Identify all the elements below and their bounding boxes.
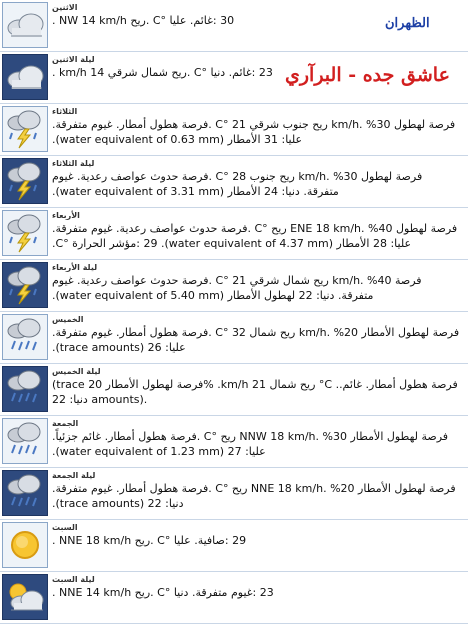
thunder-icon xyxy=(2,210,48,256)
forecast-description: 23 :غيوم متفرقة. دنيا °C .ريح NNE 14 km/h . xyxy=(52,586,274,599)
period-label: الثلاثاء xyxy=(52,107,78,116)
forecast-text xyxy=(52,263,460,303)
cloudy-icon xyxy=(2,2,48,48)
forecast-description: فرصة لهطول 40% .ENE 18 km/h ريح °C .فرصة حدوث عواصف رعدية. غيوم متفرقة. عليا: 28 الأمطار (water equivalent of 4.37 mm). 29 :مؤشر الحرارة °C. xyxy=(52,222,458,250)
period-label: ليلة الثلاثاء xyxy=(52,159,95,168)
forecast-description: (trace فرصة لهطول الأمطار 20% .km/h ريح شمال 21 °C .فرصة هطول أمطار. غائم. دنيا: 22 amounts). xyxy=(52,378,458,406)
forecast-row xyxy=(0,260,468,312)
forecast-row xyxy=(0,156,468,208)
forecast-description: فرصة لهطول 30% .km/h ريح جنوب 28 °C .فرصة حدوث عواصف رعدية. غيوم متفرقة. دنيا: 24 الأمطار (water equivalent of 3.31 mm). xyxy=(52,170,423,198)
forecast-text xyxy=(52,107,460,147)
forecast-row xyxy=(0,572,468,624)
forecast-row xyxy=(0,208,468,260)
forecast-text xyxy=(52,159,460,199)
forecast-description: فرصة 40% .km/h ريح شمال شرقي 21 °C .فرصة حدوث عواصف رعدية. غيوم متفرقة. دنيا: 22 لهطول الأمطار (water equivalent of 5.40 mm). xyxy=(52,274,422,302)
forecast-description: فرصة لهطول الأمطار 30% .NNW 18 km/h ريح °C .فرصة هطول أمطار. غائم جزئياً. عليا: 27 (water equivalent of 1.23 mm). xyxy=(52,430,449,458)
forecast-description: 29 :صافية. عليا °C .ريح NNE 18 km/h . xyxy=(52,534,247,547)
cloudy-icon xyxy=(2,54,48,100)
rain-icon xyxy=(2,418,48,464)
forecast-row xyxy=(0,364,468,416)
forecast-text xyxy=(52,523,460,548)
forecast-description: فرصة لهطول الأمطار 20% .NNE 18 km/h ريح °C .فرصة هطول أمطار. غيوم متفرقة. دنيا: 22 (trace amounts). xyxy=(52,482,456,510)
forecast-description: 30 :غائم. عليا °C .ريح NW 14 km/h . xyxy=(52,14,235,27)
period-label: السبت xyxy=(52,523,78,532)
forecast-text xyxy=(52,419,460,459)
forecast-text xyxy=(52,575,460,600)
forecast-row xyxy=(0,520,468,572)
city-title: الظهران xyxy=(385,16,430,31)
forecast-row xyxy=(0,312,468,364)
thunder-icon xyxy=(2,262,48,308)
forecast-text xyxy=(52,315,460,355)
period-label: الاثنين xyxy=(52,3,78,12)
period-label: الخميس xyxy=(52,315,84,324)
period-label: ليلة الأربعاء xyxy=(52,263,98,272)
rain-icon xyxy=(2,366,48,412)
period-label: الأربعاء xyxy=(52,211,80,220)
period-label: ليلة الجمعة xyxy=(52,471,96,480)
forecast-text xyxy=(52,367,460,407)
thunder-icon xyxy=(2,158,48,204)
thunder-icon xyxy=(2,106,48,152)
forecast-description: 23 :غائم. دنيا °C .ريح شمال شرقي 14 km/h . xyxy=(52,66,273,79)
sun-icon xyxy=(2,522,48,568)
forecast-description: فرصة لهطول الأمطار 20% .km/h ريح شمال 32 °C .فرصة هطول أمطار. غيوم متفرقة. عليا: 26 (trace amounts). xyxy=(52,326,460,354)
forecast-text xyxy=(52,211,460,251)
period-label: ليلة السبت xyxy=(52,575,95,584)
rain-icon xyxy=(2,314,48,360)
rain-icon xyxy=(2,470,48,516)
period-label: ليلة الخميس xyxy=(52,367,101,376)
forecast-row xyxy=(0,104,468,156)
forecast-text xyxy=(52,471,460,511)
forecast-description: فرصة لهطول 30% .km/h ريح جنوب شرقي 21 °C .فرصة هطول أمطار. غيوم متفرقة. عليا: 31 الأمطار (water equivalent of 0.63 mm). xyxy=(52,118,456,146)
period-label: الجمعة xyxy=(52,419,79,428)
signature-text: عاشق جده - البرآري xyxy=(285,64,450,86)
forecast-row xyxy=(0,468,468,520)
partly-cloudy-icon xyxy=(2,574,48,620)
period-label: ليلة الاثنين xyxy=(52,55,95,64)
forecast-row xyxy=(0,416,468,468)
